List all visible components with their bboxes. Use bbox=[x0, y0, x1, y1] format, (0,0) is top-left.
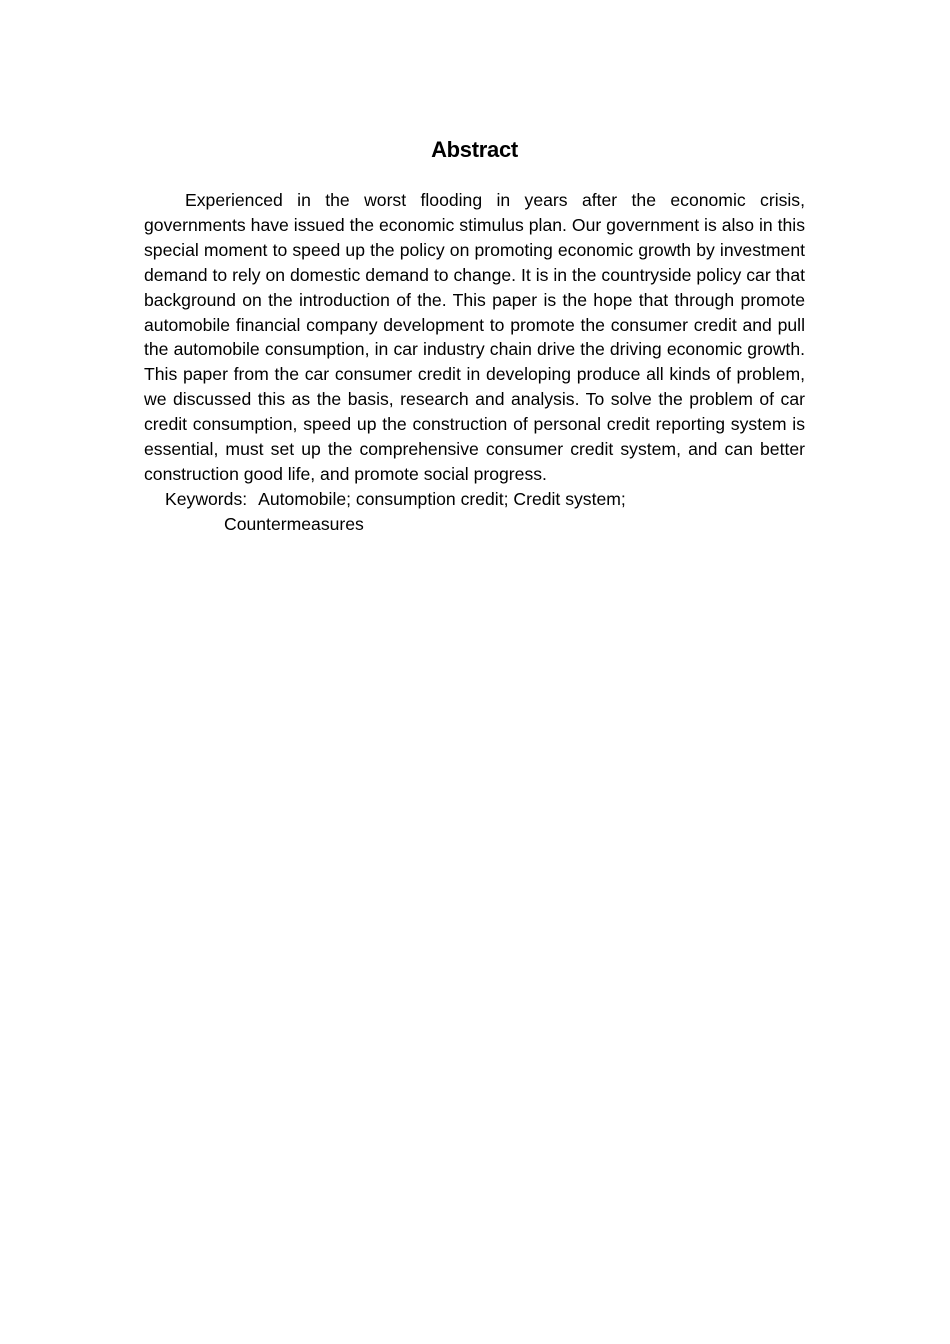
keywords-values: Automobile; consumption credit; Credit system; bbox=[258, 488, 626, 509]
keywords-label: Keywords: bbox=[165, 488, 248, 509]
page-title: Abstract bbox=[431, 137, 518, 162]
abstract-paragraph: Experienced in the worst flooding in years after the economic crisis, governments have issued the economic stimulus plan. Our government is also in this special moment to speed up the policy on promoting economic growth by investment demand to rely on domestic demand to change. It is in the countryside policy car that background on the introduction of the. This paper is the hope that through promote automobile financial company development to promote the consumer credit and pull the automobile consumption, in car industry chain drive the driving economic growth. This paper from the car consumer credit in developing produce all kinds of problem, we discussed this as the basis, research and analysis. To solve the problem of car credit consumption, speed up the construction of personal credit reporting system is essential, must set up the comprehensive consumer credit system, and can better construction good life, and promote social progress. bbox=[144, 190, 805, 484]
keywords-continuation: Countermeasures bbox=[224, 513, 364, 534]
abstract-section bbox=[144, 135, 805, 537]
keywords-line bbox=[144, 487, 805, 512]
